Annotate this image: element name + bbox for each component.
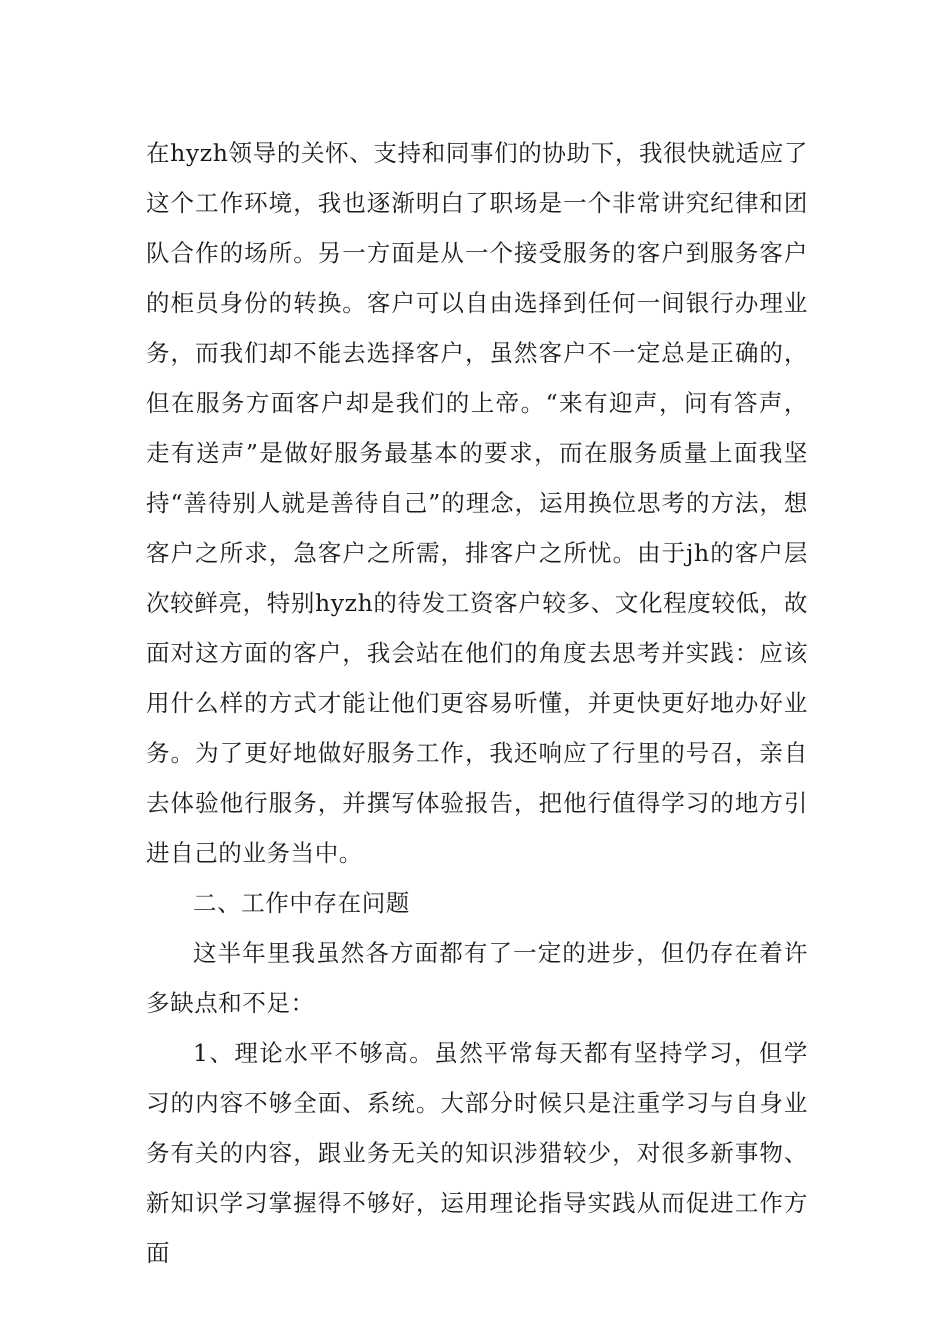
- section-heading-problems: 二、工作中存在问题: [193, 889, 410, 917]
- body-paragraph-shortcomings-intro: 这半年里我虽然各方面都有了一定的进步，但仍存在着许多缺点和不足：: [146, 939, 808, 1017]
- body-paragraph-service: 在hyzh领导的关怀、支持和同事们的协助下，我很快就适应了这个工作环境，我也逐渐明白了职场是一个非常讲究纪律和团队合作的场所。另一方面是从一个接受服务的客户到服务客户的柜员身份的转换。客户可以自由选择到任何一间银行办理业务，而我们却不能去选择客户，虽然客户不一定总是正确的，但在服务方面客户却是我们的上帝。“来有迎声，问有答声，走有送声”是做好服务最基本的要求，而在服务质量上面我坚持“善待别人就是善待自己”的理念，运用换位思考的方法，想客户之所求，急客户之所需，排客户之所忧。由于jh的客户层次较鲜亮，特别hyzh的待发工资客户较多、文化程度较低，故面对这方面的客户，我会站在他们的角度去思考并实践：应该用什么样的方式才能让他们更容易听懂，并更快更好地办好业务。为了更好地做好服务工作，我还响应了行里的号召，亲自去体验他行服务，并撰写体验报告，把他行值得学习的地方引进自己的业务当中。: [146, 139, 808, 867]
- document-page: [146, 128, 808, 1278]
- body-paragraph-theory-level: 1、理论水平不够高。虽然平常每天都有坚持学习，但学习的内容不够全面、系统。大部分时候只是注重学习与自身业务有关的内容，跟业务无关的知识涉猎较少，对很多新事物、新知识学习掌握得不够好，运用理论指导实践从而促进工作方面: [146, 1039, 808, 1267]
